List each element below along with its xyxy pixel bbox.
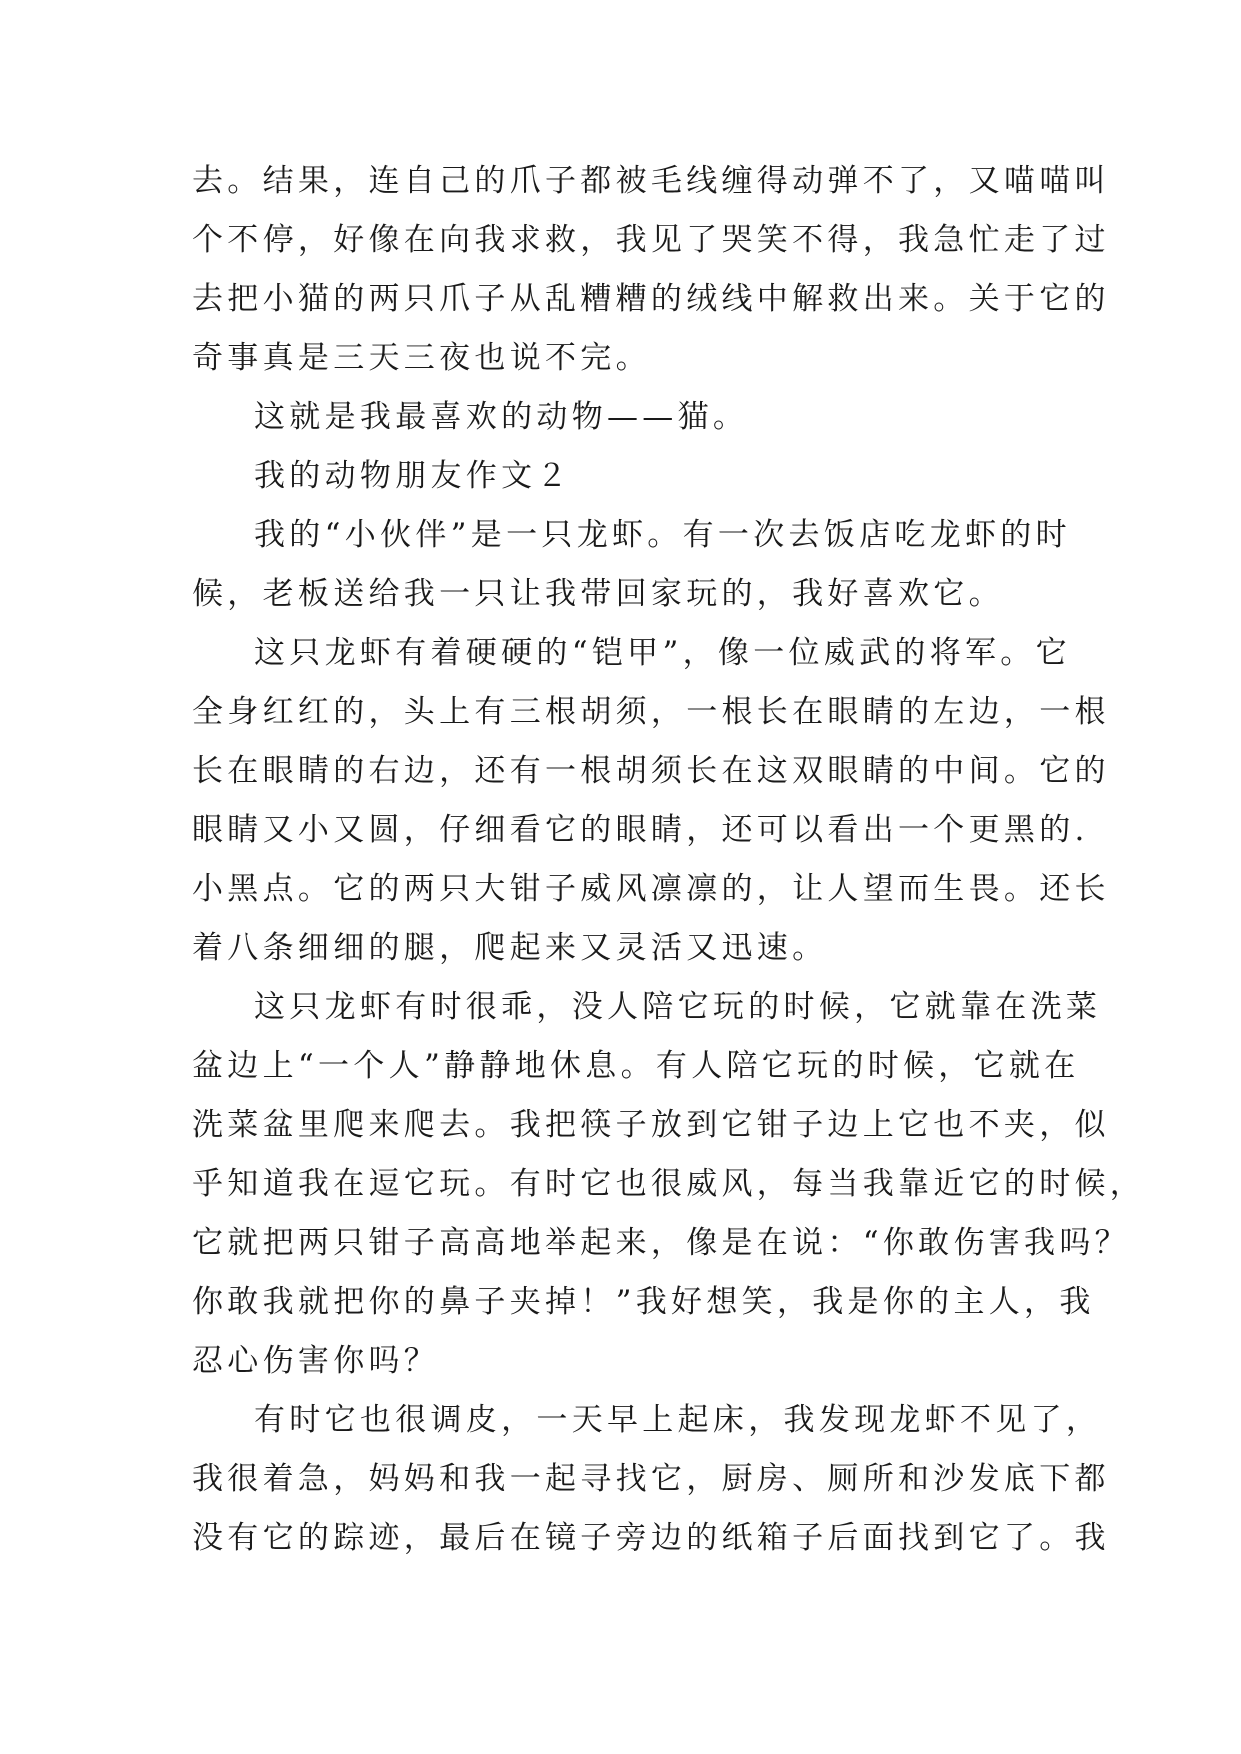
text-line: 候，老板送给我一只让我带回家玩的，我好喜欢它。 xyxy=(192,576,1004,612)
text-line: 忍心伤害你吗？ xyxy=(192,1343,440,1379)
text-line: 乎知道我在逗它玩。有时它也很威风，每当我靠近它的时候， xyxy=(192,1166,1146,1202)
text-line: 个不停，好像在向我求救，我见了哭笑不得，我急忙走了过 xyxy=(192,222,1110,258)
text-line: 它就把两只钳子高高地举起来，像是在说：“你敢伤害我吗？ xyxy=(192,1225,1130,1261)
text-line: 去。结果，连自己的爪子都被毛线缠得动弹不了，又喵喵叫 xyxy=(192,163,1110,199)
text-line: 盆边上“一个人”静静地休息。有人陪它玩的时候，它就在 xyxy=(192,1048,1080,1084)
document-body xyxy=(192,152,1146,1568)
text-line: 这就是我最喜欢的动物——猫。 xyxy=(254,399,749,435)
text-line: 我很着急，妈妈和我一起寻找它，厨房、厕所和沙发底下都 xyxy=(192,1461,1110,1497)
text-line: 有时它也很调皮，一天早上起床，我发现龙虾不见了， xyxy=(254,1402,1102,1438)
text-line: 奇事真是三天三夜也说不完。 xyxy=(192,340,651,376)
text-line: 你敢我就把你的鼻子夹掉！”我好想笑，我是你的主人，我 xyxy=(192,1284,1095,1320)
text-line: 长在眼睛的右边，还有一根胡须长在这双眼睛的中间。它的 xyxy=(192,753,1110,789)
text-line: 这只龙虾有着硬硬的“铠甲”，像一位威武的将军。它 xyxy=(254,635,1071,671)
text-line: 眼睛又小又圆，仔细看它的眼睛，还可以看出一个更黑的. xyxy=(192,812,1089,848)
text-line: 小黑点。它的两只大钳子威风凛凛的，让人望而生畏。还长 xyxy=(192,871,1110,907)
text-line: 洗菜盆里爬来爬去。我把筷子放到它钳子边上它也不夹，似 xyxy=(192,1107,1110,1143)
text-line: 我的动物朋友作文２ xyxy=(254,458,572,494)
text-line: 没有它的踪迹，最后在镜子旁边的纸箱子后面找到它了。我 xyxy=(192,1520,1110,1556)
text-line: 着八条细细的腿，爬起来又灵活又迅速。 xyxy=(192,930,828,966)
text-line: 我的“小伙伴”是一只龙虾。有一次去饭店吃龙虾的时 xyxy=(254,517,1071,553)
text-line: 全身红红的，头上有三根胡须，一根长在眼睛的左边，一根 xyxy=(192,694,1110,730)
text-line: 去把小猫的两只爪子从乱糟糟的绒线中解救出来。关于它的 xyxy=(192,281,1110,317)
text-line: 这只龙虾有时很乖，没人陪它玩的时候，它就靠在洗菜 xyxy=(254,989,1102,1025)
